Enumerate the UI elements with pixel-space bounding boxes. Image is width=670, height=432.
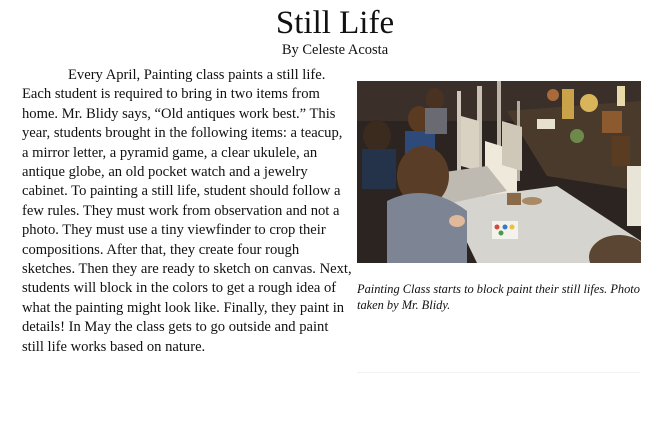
article-title: Still Life (275, 5, 395, 41)
article-byline: By Celeste Acosta (281, 42, 389, 58)
photo-caption: Painting Class starts to block paint their still lifes. Photo taken by Mr. Blidy. (357, 282, 640, 312)
caption-divider (357, 372, 640, 373)
article-body: Every April, Painting class paints a still life. Each student is required to bring in two items from home. Mr. Blidy says, “Old antiques work best.” This year, students brought in the following items: a teacup, a mirror letter, a pyramid game, a clear ukulele, an antique globe, an old pocket watch and a jewelry cabinet. To painting a still life, student should follow a few rules. They must work from observation and not a photo. They must use a tiny viewfinder to crop their compositions. After that, they create four rough sketches. Then they are ready to sketch on canvas. Next, students will block in the colors to get a rough idea of what the painting might look like. Finally, they paint in details! In May the class gets to go outside and paint still life works based on nature. (22, 67, 352, 355)
classroom-photo (357, 81, 641, 263)
